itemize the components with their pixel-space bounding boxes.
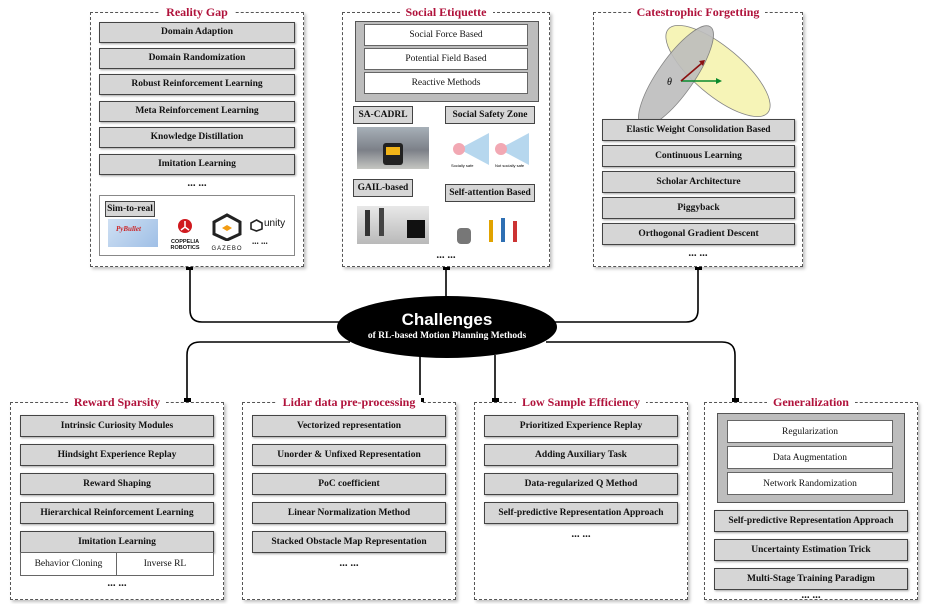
item-box: Scholar Architecture	[602, 171, 795, 193]
sim-to-real-label: Sim-to-real	[105, 201, 155, 217]
panel-title: Low Sample Efficiency	[516, 395, 646, 409]
ellipsis: ... ...	[107, 577, 127, 589]
self-attention-label: Self-attention Based	[445, 184, 535, 202]
panel-catastrophic-forgetting	[593, 5, 803, 267]
item-box: Multi-Stage Training Paradigm	[714, 568, 908, 590]
item-box: Hierarchical Reinforcement Learning	[20, 502, 214, 524]
social-safety-image	[449, 127, 537, 169]
svg-text:Socially safe: Socially safe	[451, 163, 474, 168]
gail-based-label: GAIL-based	[353, 179, 413, 197]
item-box: Unorder & Unfixed Representation	[252, 444, 446, 466]
panel-title: Catestrophic Forgetting	[631, 5, 766, 19]
inner-box: Data Augmentation	[727, 446, 893, 469]
panel-reality-gap	[90, 5, 304, 267]
ellipsis: ... ...	[571, 528, 591, 540]
inner-box: Regularization	[727, 420, 893, 443]
unity-logo: unity	[250, 218, 292, 234]
center-title: Challenges	[401, 310, 493, 329]
gazebo-logo: GAZEBO	[208, 213, 246, 253]
center-ellipse	[337, 296, 557, 358]
ellipsis: ... ...	[187, 177, 207, 189]
gail-image	[357, 206, 429, 244]
item-box: Stacked Obstacle Map Representation	[252, 531, 446, 553]
item-box: Continuous Learning	[602, 145, 795, 167]
item-box: Uncertainty Estimation Trick	[714, 539, 908, 561]
item-box: Piggyback	[602, 197, 795, 219]
item-box: PoC coefficient	[252, 473, 446, 495]
imitation-learning-box: Imitation Learning	[20, 531, 214, 553]
item-box: Intrinsic Curiosity Modules	[20, 415, 214, 437]
logos-ellipsis: ... ...	[252, 236, 268, 246]
gazebo-icon	[212, 213, 242, 241]
item-box: Meta Reinforcement Learning	[99, 101, 295, 122]
inner-box: Network Randomization	[727, 472, 893, 495]
panel-title: Social Etiquette	[400, 5, 493, 19]
method-box: Potential Field Based	[364, 48, 528, 70]
item-box: Robust Reinforcement Learning	[99, 74, 295, 95]
panel-title: Reality Gap	[160, 5, 234, 19]
panel-generalization	[704, 395, 918, 601]
sa-cadrl-label: SA-CADRL	[353, 106, 413, 124]
method-box: Reactive Methods	[364, 72, 528, 94]
behavior-cloning-box: Behavior Cloning	[20, 552, 117, 576]
item-box: Elastic Weight Consolidation Based	[602, 119, 795, 141]
panel-social-etiquette	[342, 5, 550, 267]
item-box: Domain Adaption	[99, 22, 295, 43]
item-box: Linear Normalization Method	[252, 502, 446, 524]
svg-text:θ: θ	[667, 77, 672, 88]
item-box: Orthogonal Gradient Descent	[602, 223, 795, 245]
pybullet-logo: PyBullet	[108, 219, 158, 247]
item-box: Hindsight Experience Replay	[20, 444, 214, 466]
item-box: Reward Shaping	[20, 473, 214, 495]
item-box: Domain Randomization	[99, 48, 295, 69]
panel-low-sample-efficiency	[474, 395, 688, 600]
unity-icon	[250, 219, 263, 232]
item-box: Knowledge Distillation	[99, 127, 295, 148]
ellipsis: ... ...	[436, 249, 456, 261]
self-attention-image	[449, 206, 537, 248]
sa-cadrl-image	[357, 127, 429, 169]
social-safety-zone-label: Social Safety Zone	[445, 106, 535, 124]
panel-title: Reward Sparsity	[68, 395, 166, 409]
panel-title: Generalization	[767, 395, 855, 409]
inverse-rl-box: Inverse RL	[116, 552, 214, 576]
item-box: Self-predictive Representation Approach	[714, 510, 908, 532]
item-box: Prioritized Experience Replay	[484, 415, 678, 437]
panel-reward-sparsity	[10, 395, 224, 600]
coppelia-icon	[177, 218, 193, 234]
ellipsis: ... ...	[688, 247, 708, 259]
ellipsis: ... ...	[339, 557, 359, 569]
ellipse-diagram	[598, 21, 798, 121]
method-box: Social Force Based	[364, 24, 528, 46]
svg-text:Not socially safe: Not socially safe	[495, 163, 525, 168]
center-subtitle: of RL-based Motion Planning Methods	[367, 331, 527, 341]
panel-title: Lidar data pre-processing	[277, 395, 422, 409]
coppelia-logo: COPPELIA ROBOTICS	[166, 218, 204, 250]
item-box: Self-predictive Representation Approach	[484, 502, 678, 524]
ellipsis: ... ...	[801, 589, 821, 601]
item-box: Data-regularized Q Method	[484, 473, 678, 495]
item-box: Adding Auxiliary Task	[484, 444, 678, 466]
item-box: Vectorized representation	[252, 415, 446, 437]
panel-lidar	[242, 395, 456, 600]
sim-to-real-frame	[99, 195, 295, 256]
item-box: Imitation Learning	[99, 154, 295, 175]
